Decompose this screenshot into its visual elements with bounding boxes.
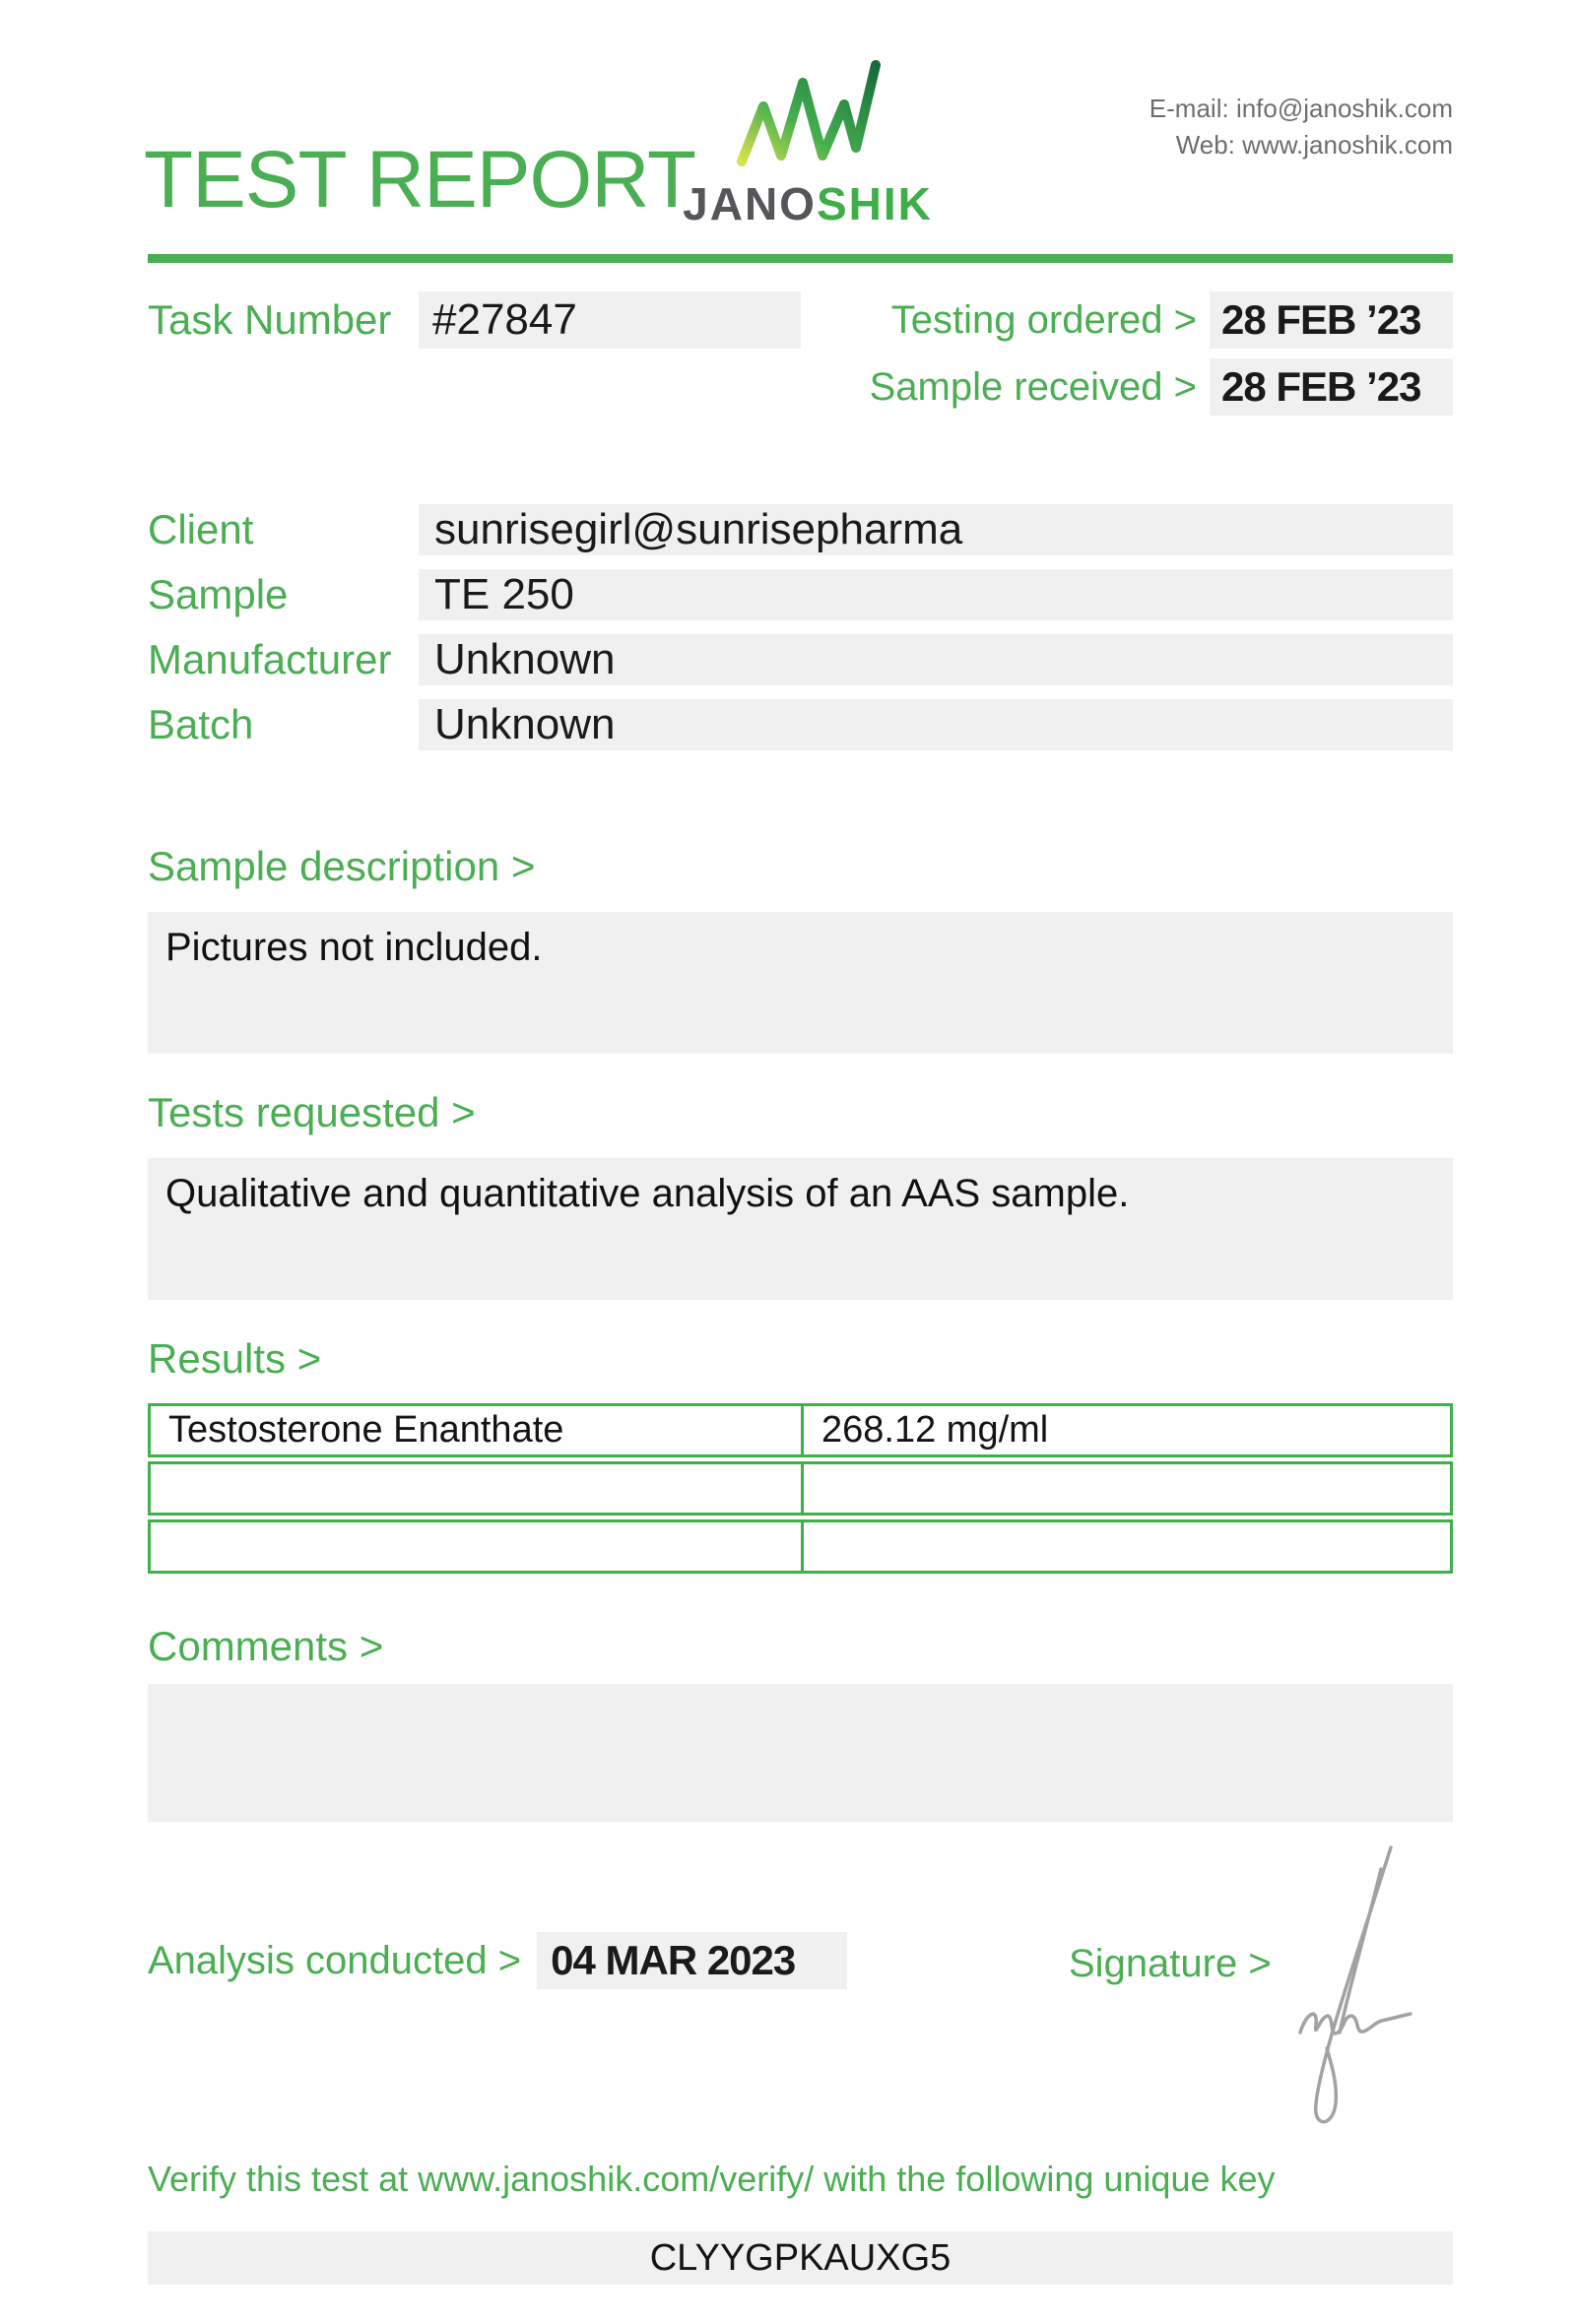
testing-ordered-label: Testing ordered > bbox=[890, 298, 1197, 342]
testing-ordered-value: 28 FEB ’23 bbox=[1210, 291, 1453, 349]
manufacturer-label: Manufacturer bbox=[148, 636, 392, 682]
task-number-value: #27847 bbox=[419, 291, 801, 349]
analysis-conducted-row bbox=[148, 1932, 847, 1989]
header-divider bbox=[148, 254, 1453, 263]
brand-name bbox=[680, 177, 936, 230]
tests-requested-heading: Tests requested > bbox=[148, 1089, 476, 1135]
tests-requested-box: Qualitative and quantitative analysis of an AAS sample. bbox=[148, 1158, 1453, 1300]
comments-box bbox=[148, 1684, 1453, 1822]
result-analyte bbox=[151, 1522, 801, 1571]
manufacturer-row bbox=[148, 634, 1453, 685]
client-value: sunrisegirl@sunrisepharma bbox=[419, 504, 1453, 555]
result-analyte bbox=[151, 1464, 801, 1513]
manufacturer-value: Unknown bbox=[419, 634, 1453, 685]
testing-ordered-row bbox=[847, 291, 1453, 349]
analysis-conducted-label: Analysis conducted > bbox=[148, 1938, 522, 1982]
contact-block bbox=[1149, 91, 1453, 163]
batch-label: Batch bbox=[148, 701, 254, 747]
email-value: info@janoshik.com bbox=[1235, 94, 1453, 123]
signature-image bbox=[1271, 1840, 1453, 2135]
task-number-label: Task Number bbox=[148, 296, 392, 343]
brand-prefix: JANO bbox=[683, 178, 817, 229]
web-label: Web: bbox=[1175, 130, 1235, 160]
page-title: TEST REPORT bbox=[144, 135, 696, 225]
results-row bbox=[148, 1403, 1453, 1457]
sample-label: Sample bbox=[148, 571, 289, 617]
unique-key: CLYYGPKAUXG5 bbox=[148, 2231, 1453, 2285]
web-value: www.janoshik.com bbox=[1242, 130, 1453, 160]
contact-email-line bbox=[1149, 91, 1453, 127]
results-row bbox=[148, 1519, 1453, 1574]
sample-value: TE 250 bbox=[419, 569, 1453, 620]
comments-heading: Comments > bbox=[148, 1623, 384, 1669]
sample-received-row bbox=[847, 358, 1453, 416]
email-label: E-mail: bbox=[1149, 94, 1229, 123]
result-value bbox=[801, 1464, 1450, 1513]
sample-description-heading: Sample description > bbox=[148, 843, 536, 889]
contact-web-line bbox=[1149, 127, 1453, 163]
results-row bbox=[148, 1461, 1453, 1516]
sample-row bbox=[148, 569, 1453, 620]
batch-value: Unknown bbox=[419, 699, 1453, 750]
results-heading: Results > bbox=[148, 1335, 322, 1382]
brand-logo bbox=[680, 57, 936, 230]
signature-label: Signature > bbox=[1069, 1942, 1272, 1985]
growth-chart-icon bbox=[734, 57, 882, 173]
batch-row bbox=[148, 699, 1453, 750]
sample-description-box: Pictures not included. bbox=[148, 912, 1453, 1054]
client-row bbox=[148, 504, 1453, 555]
sample-received-label: Sample received > bbox=[869, 365, 1197, 409]
verify-instructions: Verify this test at www.janoshik.com/verify/ with the following unique key bbox=[148, 2159, 1276, 2199]
client-label: Client bbox=[148, 506, 254, 552]
result-analyte: Testosterone Enanthate bbox=[168, 1409, 564, 1451]
result-value: 268.12 mg/ml bbox=[801, 1406, 1450, 1454]
brand-suffix: SHIK bbox=[816, 178, 933, 229]
analysis-date-value: 04 MAR 2023 bbox=[537, 1932, 847, 1989]
result-value bbox=[801, 1522, 1450, 1571]
sample-received-value: 28 FEB ’23 bbox=[1210, 358, 1453, 416]
